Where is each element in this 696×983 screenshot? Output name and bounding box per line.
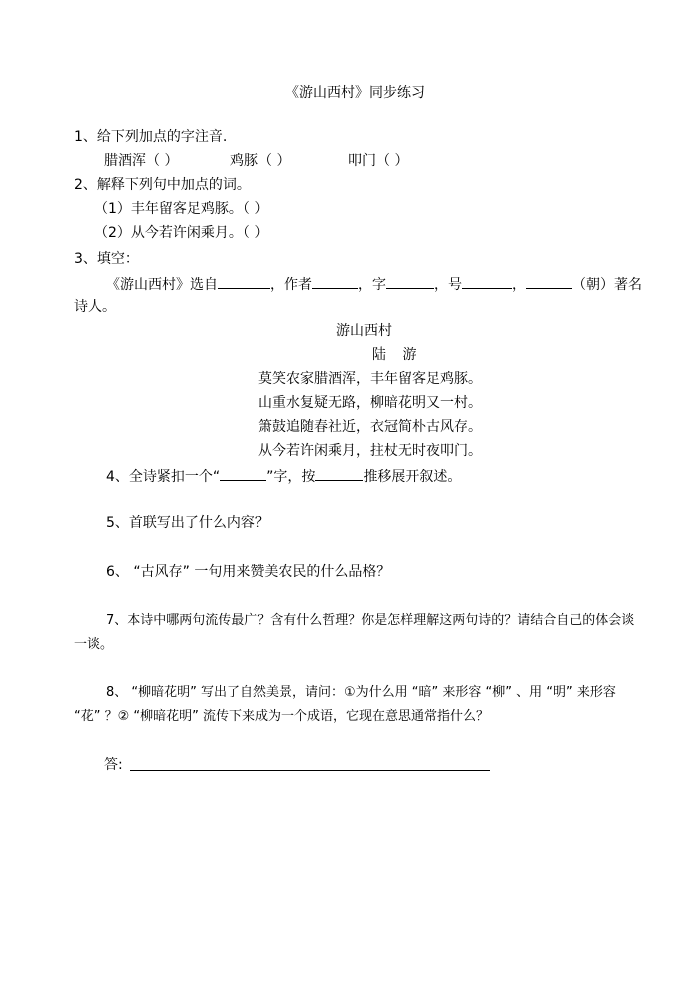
answer-line[interactable]	[130, 770, 490, 771]
question-3-continuation: 诗人。	[74, 299, 116, 315]
question-8-line: 8、 “柳暗花明” 写出了自然美景，请问：①为什么用 “暗” 来形容 “柳” 、用 “明” 来形容	[106, 685, 616, 700]
question-7-line: 7、本诗中哪两句流传最广？含有什么哲理？你是怎样理解这两句诗的？请结合自己的体会谈	[106, 613, 635, 628]
answer-label: 答:	[104, 757, 123, 773]
blank-line[interactable]	[462, 276, 512, 289]
fill-text: ，字	[358, 277, 386, 293]
poem-line: 从今若许闲乘月，拄杖无时夜叩门。	[258, 443, 482, 459]
question-3-fill-line	[106, 276, 642, 292]
fill-text: （朝）著名	[572, 277, 642, 293]
blank-line[interactable]	[315, 468, 363, 481]
question-2-item: （1）丰年留客足鸡豚。（ ）	[94, 201, 269, 217]
fill-text: ，	[512, 277, 526, 293]
fill-text: 《游山西村》选自	[106, 277, 218, 293]
poem-line: 箫鼓追随春社近，衣冠简朴古风存。	[258, 419, 482, 435]
q4-text: 推移展开叙述。	[363, 469, 462, 485]
question-8-line: “花” ？② “柳暗花明” 流传下来成为一个成语，它现在意思通常指什么？	[74, 709, 489, 724]
q4-text: 4、全诗紧扣一个“	[106, 469, 221, 485]
question-5: 5、首联写出了什么内容？	[106, 515, 269, 531]
poem-line: 山重水复疑无路，柳暗花明又一村。	[258, 395, 482, 411]
poem-author: 陆 游	[372, 347, 423, 363]
question-2-item: （2）从今若许闲乘月。（ ）	[94, 225, 269, 241]
poem-line: 莫笑农家腊酒浑，丰年留客足鸡豚。	[258, 371, 482, 387]
poem-title: 游山西村	[336, 323, 392, 339]
question-4	[106, 468, 461, 484]
blank-line[interactable]	[526, 276, 572, 289]
fill-text: ，作者	[270, 277, 312, 293]
q4-text: ”字，按	[266, 469, 316, 485]
question-7-line: 一谈。	[74, 637, 114, 652]
page-title: 《游山西村》同步练习	[285, 85, 425, 101]
question-1-item: 腊酒浑（ ）	[104, 153, 179, 169]
blank-line[interactable]	[312, 276, 358, 289]
blank-line[interactable]	[220, 468, 266, 481]
fill-text: ，号	[434, 277, 462, 293]
question-1-item: 鸡豚（ ）	[230, 153, 291, 169]
question-3-stem: 3、填空：	[74, 251, 139, 267]
question-2-stem: 2、解释下列句中加点的词。	[74, 177, 251, 193]
question-1-item: 叩门（ ）	[348, 153, 409, 169]
blank-line[interactable]	[218, 276, 270, 289]
blank-line[interactable]	[386, 276, 434, 289]
question-1-stem: 1、给下列加点的字注音.	[74, 129, 228, 145]
question-6: 6、 “古风存” 一句用来赞美农民的什么品格？	[106, 564, 391, 580]
